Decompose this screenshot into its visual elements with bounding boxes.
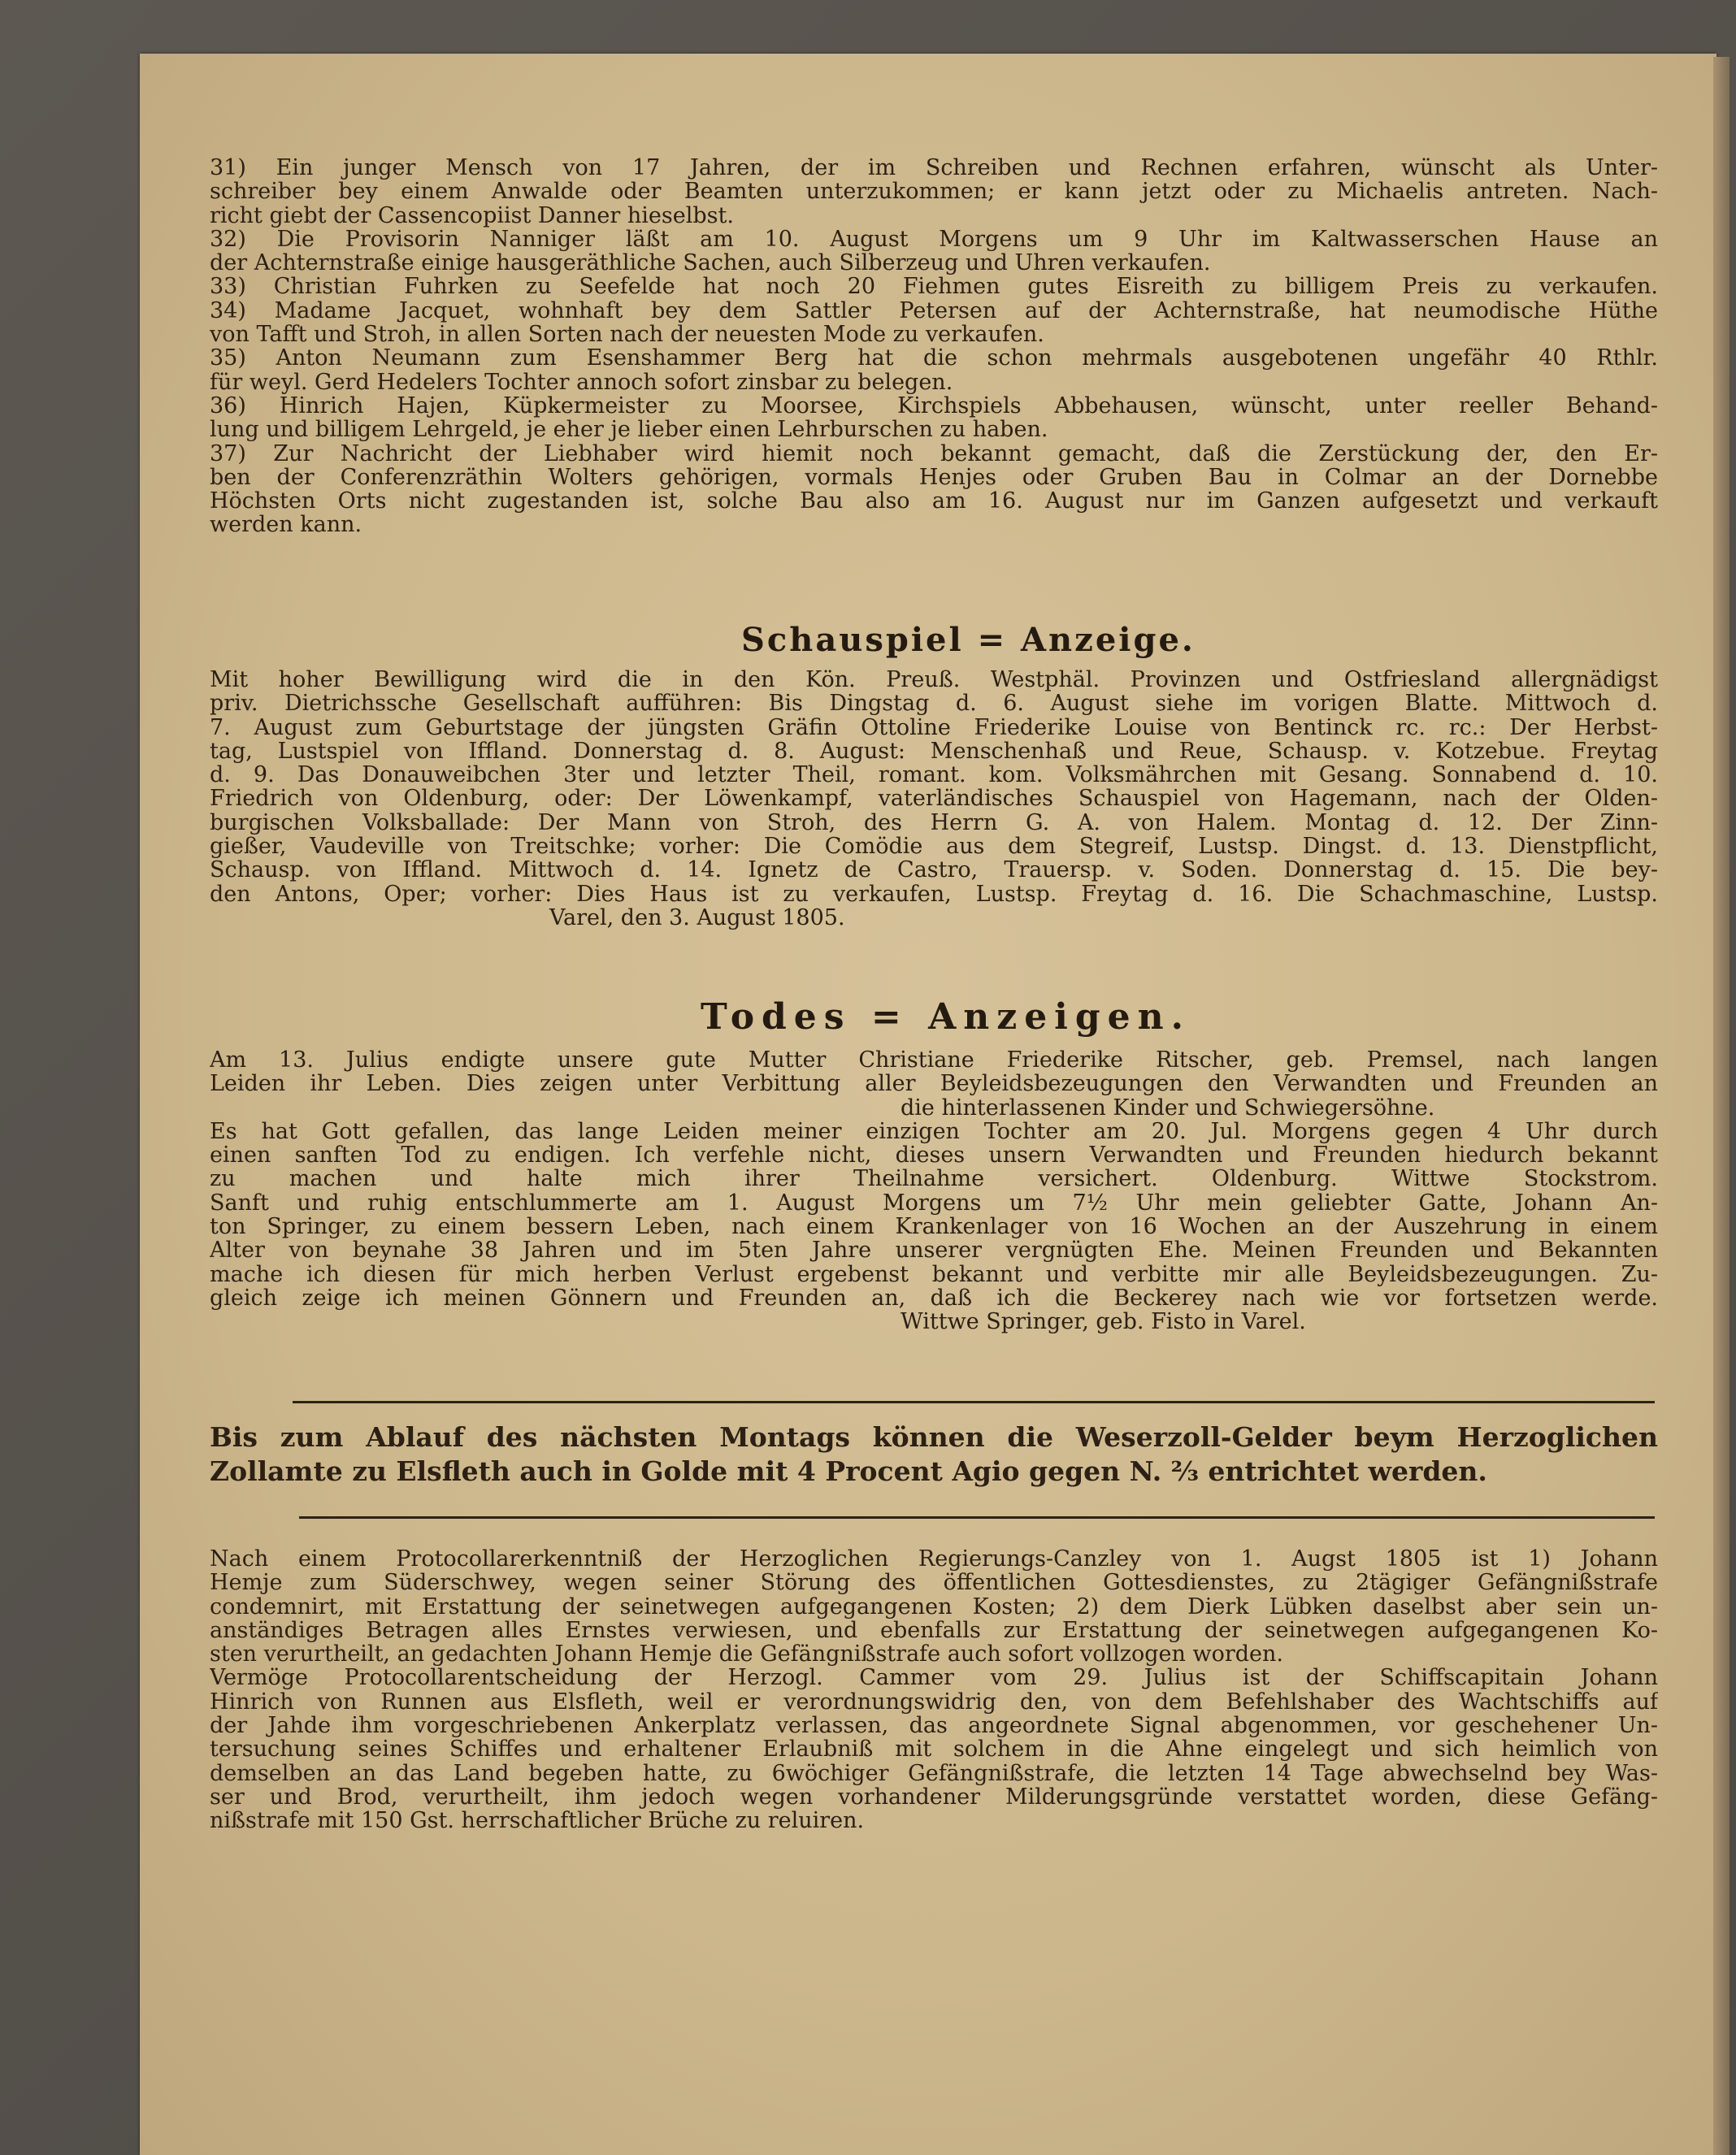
- page-edge: [1713, 57, 1729, 2155]
- death-notice-signature: die hinterlassenen Kinder und Schwiegersöhne.: [901, 1095, 1435, 1120]
- death-notice-line: Es hat Gott gefallen, das lange Leiden meiner einzigen Tochter am 20. Jul. Morgens gegen 4 Uhr durch: [210, 1119, 1658, 1144]
- court-notice-line: anständiges Betragen alles Ernstes verwiesen, und ebenfalls zur Erstattung der seinetwegen aufgegangenen Ko-: [210, 1618, 1658, 1643]
- court-notice-line: condemnirt, mit Erstattung der seinetwegen aufgegangenen Kosten; 2) dem Dierk Lübken daselbst aber sein un-: [210, 1594, 1658, 1619]
- court-notice-line: tersuchung seines Schiffes und erhaltener Erlaubniß mit solchem in die Ahne eingelegt und sich heimlich von: [210, 1737, 1658, 1762]
- ad-line: schreiber bey einem Anwalde oder Beamten unterzukommen; er kann jetzt oder zu Michaelis antreten. Nach-: [210, 180, 1658, 204]
- ad-line: der Achternstraße einige hausgeräthliche Sachen, auch Silberzeug und Uhren verkaufen.: [210, 251, 1211, 275]
- ad-line: 34) Madame Jacquet, wohnhaft bey dem Sattler Petersen auf der Achternstraße, hat neumodische Hüthe: [210, 298, 1658, 323]
- divider-rule: [299, 1516, 1655, 1519]
- death-notice-line: Leiden ihr Leben. Dies zeigen unter Verbittung aller Beyleidsbezeugungen den Verwandten und Freunden an: [210, 1072, 1658, 1096]
- court-notice-line: ser und Brod, verurtheilt, ihm jedoch wegen vorhandener Milderungsgründe verstattet worden, diese Gefäng-: [210, 1784, 1658, 1810]
- ad-line: 31) Ein junger Mensch von 17 Jahren, der im Schreiben und Rechnen erfahren, wünscht als Unter-: [210, 156, 1658, 180]
- death-notice-line: Sanft und ruhig entschlummerte am 1. August Morgens um 7½ Uhr mein geliebter Gatte, Johann An-: [210, 1190, 1658, 1216]
- court-notice-line: nißstrafe mit 150 Gst. herrschaftlicher Brüche zu reluiren.: [210, 1809, 865, 1833]
- theatre-line: den Antons, Oper; vorher: Dies Haus ist zu verkaufen, Lustsp. Freytag d. 16. Die Schachmaschine, Lustsp.: [210, 882, 1658, 906]
- theatre-line: Friedrich von Oldenburg, oder: Der Löwenkampf, vaterländisches Schauspiel von Hagemann, nach der Olden-: [210, 787, 1658, 811]
- court-notices-section: [210, 1547, 1658, 1833]
- court-notice-line: Vermöge Protocollarentscheidung der Herzogl. Cammer vom 29. Julius ist der Schiffscapitain Johann: [210, 1666, 1658, 1690]
- customs-notice-line: Zollamte zu Elsfleth auch in Golde mit 4 Procent Agio gegen N. ⅔ entrichtet werden.: [210, 1455, 1487, 1487]
- theatre-closing: Varel, den 3. August 1805.: [549, 905, 845, 930]
- death-notice-line: zu machen und halte mich ihrer Theilnahme versichert. Oldenburg. Wittwe Stockstrom.: [210, 1167, 1658, 1191]
- theatre-line: tag, Lustspiel von Iffland. Donnerstag d. 8. August: Menschenhaß und Reue, Schausp. v. Kotzebue. Freytag: [210, 739, 1658, 764]
- court-notice-line: sten verurtheilt, an gedachten Johann Hemje die Gefängnißstrafe auch sofort vollzogen worden.: [210, 1642, 1283, 1667]
- ad-line: richt giebt der Cassencopiist Danner hieselbst.: [210, 203, 734, 228]
- ad-line: 36) Hinrich Hajen, Küpkermeister zu Moorsee, Kirchspiels Abbehausen, wünscht, unter reeller Behand-: [210, 393, 1658, 418]
- court-notice-line: Hinrich von Runnen aus Elsfleth, weil er verordnungswidrig den, von dem Befehlshaber des Wachtschiffs auf: [210, 1689, 1658, 1715]
- ad-line: von Tafft und Stroh, in allen Sorten nach der neuesten Mode zu verkaufen.: [210, 323, 1044, 347]
- death-notice-line: mache ich diesen für mich herben Verlust ergebenst bekannt und verbitte mir alle Beyleidsbezeugungen. Zu-: [210, 1262, 1658, 1286]
- death-notice-line: Alter von beynahe 38 Jahren und im 5ten Jahre unserer vergnügten Ehe. Meinen Freunden und Bekannten: [210, 1238, 1658, 1263]
- court-notice-line: Hemje zum Süderschwey, wegen seiner Störung des öffentlichen Gottesdienstes, zu 2tägiger Gefängnißstrafe: [210, 1571, 1658, 1595]
- divider-rule: [293, 1401, 1655, 1403]
- death-notice-signature: Wittwe Springer, geb. Fisto in Varel.: [901, 1310, 1306, 1334]
- customs-notice: [210, 1420, 1658, 1489]
- theatre-line: 7. August zum Geburtstage der jüngsten Gräfin Ottoline Friederike Louise von Bentinck rc. rc.: Der Herbst-: [210, 715, 1658, 739]
- ad-line: 33) Christian Fuhrken zu Seefelde hat noch 20 Fiehmen gutes Eisreith zu billigem Preis zu verkaufen.: [210, 275, 1658, 299]
- ad-line: 32) Die Provisorin Nanniger läßt am 10. August Morgens um 9 Uhr im Kaltwasserschen Hause an: [210, 227, 1658, 252]
- death-notice-line: Am 13. Julius endigte unsere gute Mutter Christiane Friederike Ritscher, geb. Premsel, nach langen: [210, 1048, 1658, 1073]
- ad-line: werden kann.: [210, 513, 362, 537]
- death-notice-line: gleich zeige ich meinen Gönnern und Freunden an, daß ich die Beckerey nach wie vor fortsetzen werde.: [210, 1286, 1658, 1311]
- ad-line: 35) Anton Neumann zum Esenshammer Berg hat die schon mehrmals ausgebotenen ungefähr 40 Rthlr.: [210, 346, 1658, 371]
- court-notice-line: Nach einem Protocollarerkenntniß der Herzoglichen Regierungs-Canzley von 1. Augst 1805 ist 1) Johann: [210, 1547, 1658, 1572]
- theatre-line: gießer, Vaudeville von Treitschke; vorher: Die Comödie aus dem Stegreif, Lustsp. Dingst. d. 13. Dienstpflicht,: [210, 835, 1658, 859]
- ad-line: für weyl. Gerd Hedelers Tochter annoch sofort zinsbar zu belegen.: [210, 370, 953, 394]
- court-notice-line: der Jahde ihm vorgeschriebenen Ankerplatz verlassen, das angeordnete Signal abgenommen, vor geschehener Un-: [210, 1714, 1658, 1738]
- theatre-line: Schausp. von Iffland. Mittwoch d. 14. Ignetz de Castro, Trauersp. v. Soden. Donnerstag d. 15. Die bey-: [210, 858, 1658, 882]
- ad-line: lung und billigem Lehrgeld, je eher je lieber einen Lehrburschen zu haben.: [210, 418, 1048, 442]
- customs-notice-line: Bis zum Ablauf des nächsten Montags können die Weserzoll-Gelder beym Herzoglichen: [210, 1421, 1658, 1453]
- theatre-line: burgischen Volksballade: Der Mann von Stroh, des Herrn G. A. von Halem. Montag d. 12. Der Zinn-: [210, 810, 1658, 835]
- theatre-line: Mit hoher Bewilligung wird die in den Kön. Preuß. Westphäl. Provinzen und Ostfriesland allergnädigst: [210, 668, 1658, 692]
- theatre-line: d. 9. Das Donauweibchen 3ter und letzter Theil, romant. kom. Volksmährchen mit Gesang. Sonnabend d. 10.: [210, 763, 1658, 787]
- death-notice-line: einen sanften Tod zu endigen. Ich verfehle nicht, dieses unsern Verwandten und Freunden hiedurch bekannt: [210, 1143, 1658, 1168]
- ad-line: 37) Zur Nachricht der Liebhaber wird hiemit noch bekannt gemacht, daß die Zerstückung der, den Er-: [210, 441, 1658, 466]
- theatre-section: [210, 668, 1658, 930]
- ad-line: ben der Conferenzräthin Wolters gehörigen, vormals Henjes oder Gruben Bau in Colmar an der Dornebbe: [210, 465, 1658, 490]
- advertisements-section: [210, 156, 1658, 537]
- deaths-section: [210, 1048, 1658, 1334]
- theatre-heading: Schauspiel = Anzeige.: [741, 621, 1196, 659]
- death-notice-line: ton Springer, zu einem bessern Leben, nach einem Krankenlager von 16 Wochen an der Auszehrung in einem: [210, 1215, 1658, 1239]
- theatre-line: priv. Dietrichssche Gesellschaft aufführen: Bis Dingstag d. 6. August siehe im vorigen Blatte. Mittwoch d.: [210, 692, 1658, 716]
- ad-line: Höchsten Orts nicht zugestanden ist, solche Bau also am 16. August nur im Ganzen aufgesetzt und verkauft: [210, 489, 1658, 514]
- deaths-heading: Todes = Anzeigen.: [701, 996, 1191, 1038]
- court-notice-line: demselben an das Land begeben hatte, zu 6wöchiger Gefängnißstrafe, die letzten 14 Tage abwechselnd bey Was-: [210, 1761, 1658, 1785]
